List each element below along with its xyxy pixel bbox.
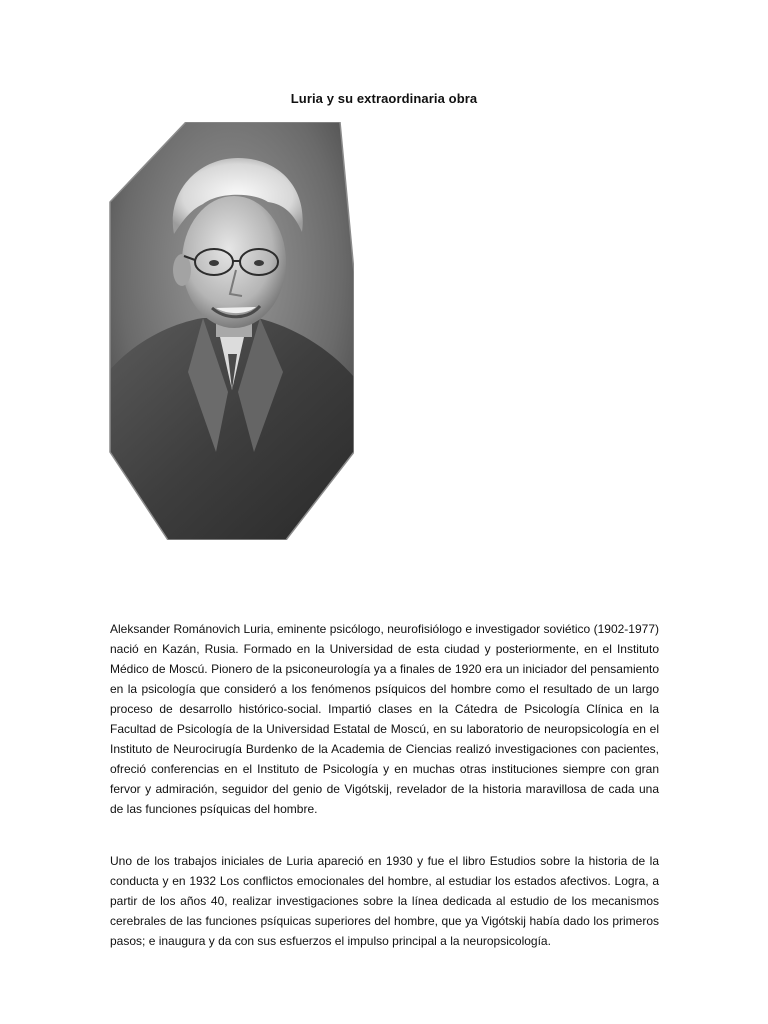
document-title: Luria y su extraordinaria obra [290,91,478,106]
body-paragraph-2: Uno de los trabajos iniciales de Luria apareció en 1930 y fue el libro Estudios sobre la historia de la conducta y en 1932 Los conflictos emocionales del hombre, al estudiar los estados afectivos. Logra, a partir de los años 40, realizar investigaciones sobre la línea dedicada al estudio de los mecanismos cerebrales de las funciones psíquicas superiores del hombre, que ya Vigótskij había dado los primeros pasos; e inaugura y da con sus esfuerzos el impulso principal a la neuropsicología. [110,854,659,948]
body-paragraph-1: Aleksander Románovich Luria, eminente psicólogo, neurofisiólogo e investigador soviético (1902-1977) nació en Kazán, Rusia. Formado en la Universidad de esta ciudad y posteriormente, en el Instituto Médico de Moscú. Pionero de la psiconeurología ya a finales de 1920 era un iniciador del pensamiento en la psicología que consideró a los fenómenos psíquicos del hombre como el resultado de un largo proceso de desarrollo histórico-social. Impartió clases en la Cátedra de Psicología Clínica en la Facultad de Psicología de la Universidad Estatal de Moscú, en su laboratorio de neuropsicología en el Instituto de Neurocirugía Burdenko de la Academia de Ciencias realizó investigaciones con pacientes, ofreció conferencias en el Instituto de Psicología y en muchas otras instituciones siempre con gran fervor y admiración, seguidor del genio de Vigótskij, revelador de la historia maravillosa de cada una de las funciones psíquicas del hombre. [110,622,659,816]
portrait-photo [108,122,354,540]
